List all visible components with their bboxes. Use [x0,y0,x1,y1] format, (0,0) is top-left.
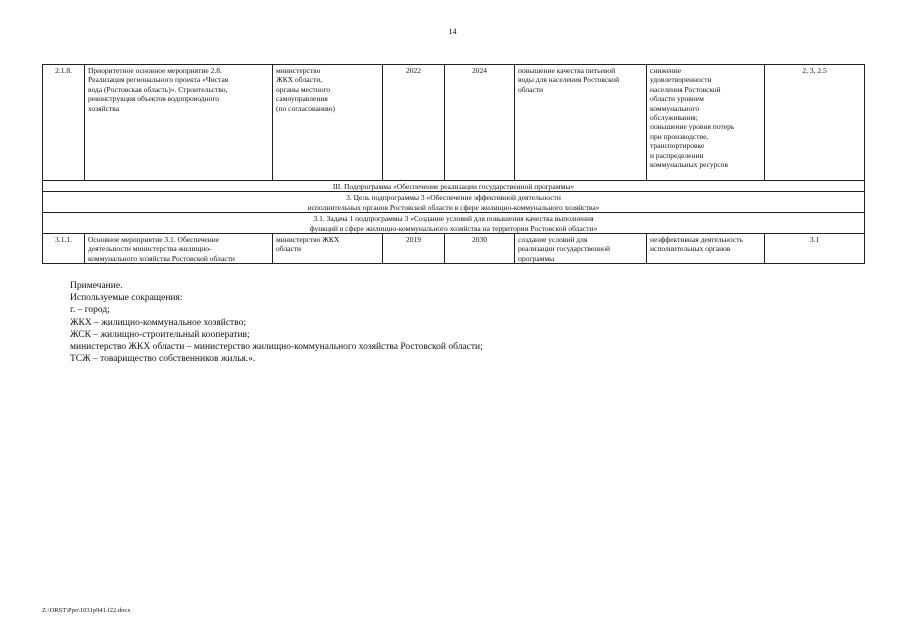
text-line: министерство ЖКХ [276,235,340,245]
abbreviation-item: министерство ЖКХ области – министерство жилищно-коммунального хозяйства Ростовской области; [70,342,483,353]
measure-name [85,234,273,264]
text-line: области [276,244,302,254]
text-line: коммунальных ресурсов [650,160,728,170]
end-year: 2030 [445,234,515,264]
text-line: и распределении [650,150,704,160]
text-line: повышение уровня потерь [650,122,735,132]
text-line: создание условий для [518,235,588,245]
section-row [43,181,865,192]
text-line: министерство [276,66,321,75]
file-path-footer: Z:\ORST\Ppo\1031p941.f22.docx [42,607,131,614]
text-line: населения Ростовской [650,84,721,94]
text-line: области [518,84,544,94]
text-line: транспортировке [650,141,705,151]
goal-row [43,192,865,213]
text-line: (по согласованию) [276,103,335,113]
text-line: вода (Ростовская область)». Строительство, [88,84,228,94]
page-number: 14 [448,27,457,36]
text-line: коммунального хозяйства Ростовской области [88,253,235,263]
text-line: хозяйства [88,103,120,113]
text-line: самоуправления [276,94,328,104]
text-line: программы [518,253,555,263]
executor [273,65,383,181]
text-line: при производстве, [650,131,709,141]
text-line: III. Подпрограмма «Обеспечение реализации государственной программы» [332,182,575,191]
text-line: области уровнем [650,94,704,104]
measures-table [42,64,865,264]
subprogram-task [43,213,865,234]
text-line: воды для населения Ростовской [518,75,620,85]
task-row [43,213,865,234]
end-year: 2024 [445,65,515,181]
start-year: 2019 [383,234,445,264]
subprogram-heading [43,181,865,192]
measure-name [85,65,273,181]
notes-block [70,280,483,365]
indicators: 2, 3, 2.5 [765,65,865,181]
text-line: 3.1. Задача 1 подпрограммы 3 «Создание условий для повышения качества выполнения [313,214,594,224]
text-line: исполнительных органов Ростовской области в сфере жилищно-коммунального хозяйства» [307,202,600,212]
notes-title: Примечание. [70,281,123,291]
text-line: коммунального [650,103,700,113]
row-number: 3.1.1. [43,234,85,264]
text-line: Реализация регионального проекта «Чистая [88,75,229,85]
text-line: Приоритетное основное мероприятие 2.8. [88,66,222,75]
text-line: 3. Цель подпрограммы 3 «Обеспечение эффективной деятельности [346,193,561,203]
table-row-3-1-1 [43,234,865,264]
text-line: повышение качества питьевой [518,66,616,75]
abbreviation-item: г. – город; [70,305,110,316]
text-line: органы местного [276,84,331,94]
expected-result [515,234,647,264]
start-year: 2022 [383,65,445,181]
row-number: 2.1.8. [43,65,85,181]
text-line: обслуживания; [650,113,698,123]
text-line: неэффективная деятельность [650,235,743,245]
text-line: Основное мероприятие 3.1. Обеспечение [88,235,220,245]
indicators: 3.1 [765,234,865,264]
text-line: реконструкция объектов водопроводного [88,94,220,104]
non-implementation-consequence [647,234,765,264]
abbreviation-item: ТСЖ – товарищество собственников жилья.». [70,354,256,365]
non-implementation-consequence [647,65,765,181]
text-line: исполнительных органов [650,244,731,254]
text-line: деятельности министерства жилищно- [88,244,212,254]
executor [273,234,383,264]
table-row-2-1-8 [43,65,865,181]
notes-subtitle: Используемые сокращения: [70,293,183,304]
subprogram-goal [43,192,865,213]
text-line: реализации государственной [518,244,610,254]
text-line: функций в сфере жилищно-коммунального хозяйства на территории Ростовской области» [309,223,598,233]
abbreviation-item: ЖСК – жилищно-строительный кооператив; [70,329,250,340]
text-line: удовлетворенности [650,75,712,85]
text-line: ЖКХ области, [276,75,322,85]
abbreviation-item: ЖКХ – жилищно-коммунальное хозяйство; [70,317,246,328]
expected-result [515,65,647,181]
text-line: снижение [650,66,682,75]
